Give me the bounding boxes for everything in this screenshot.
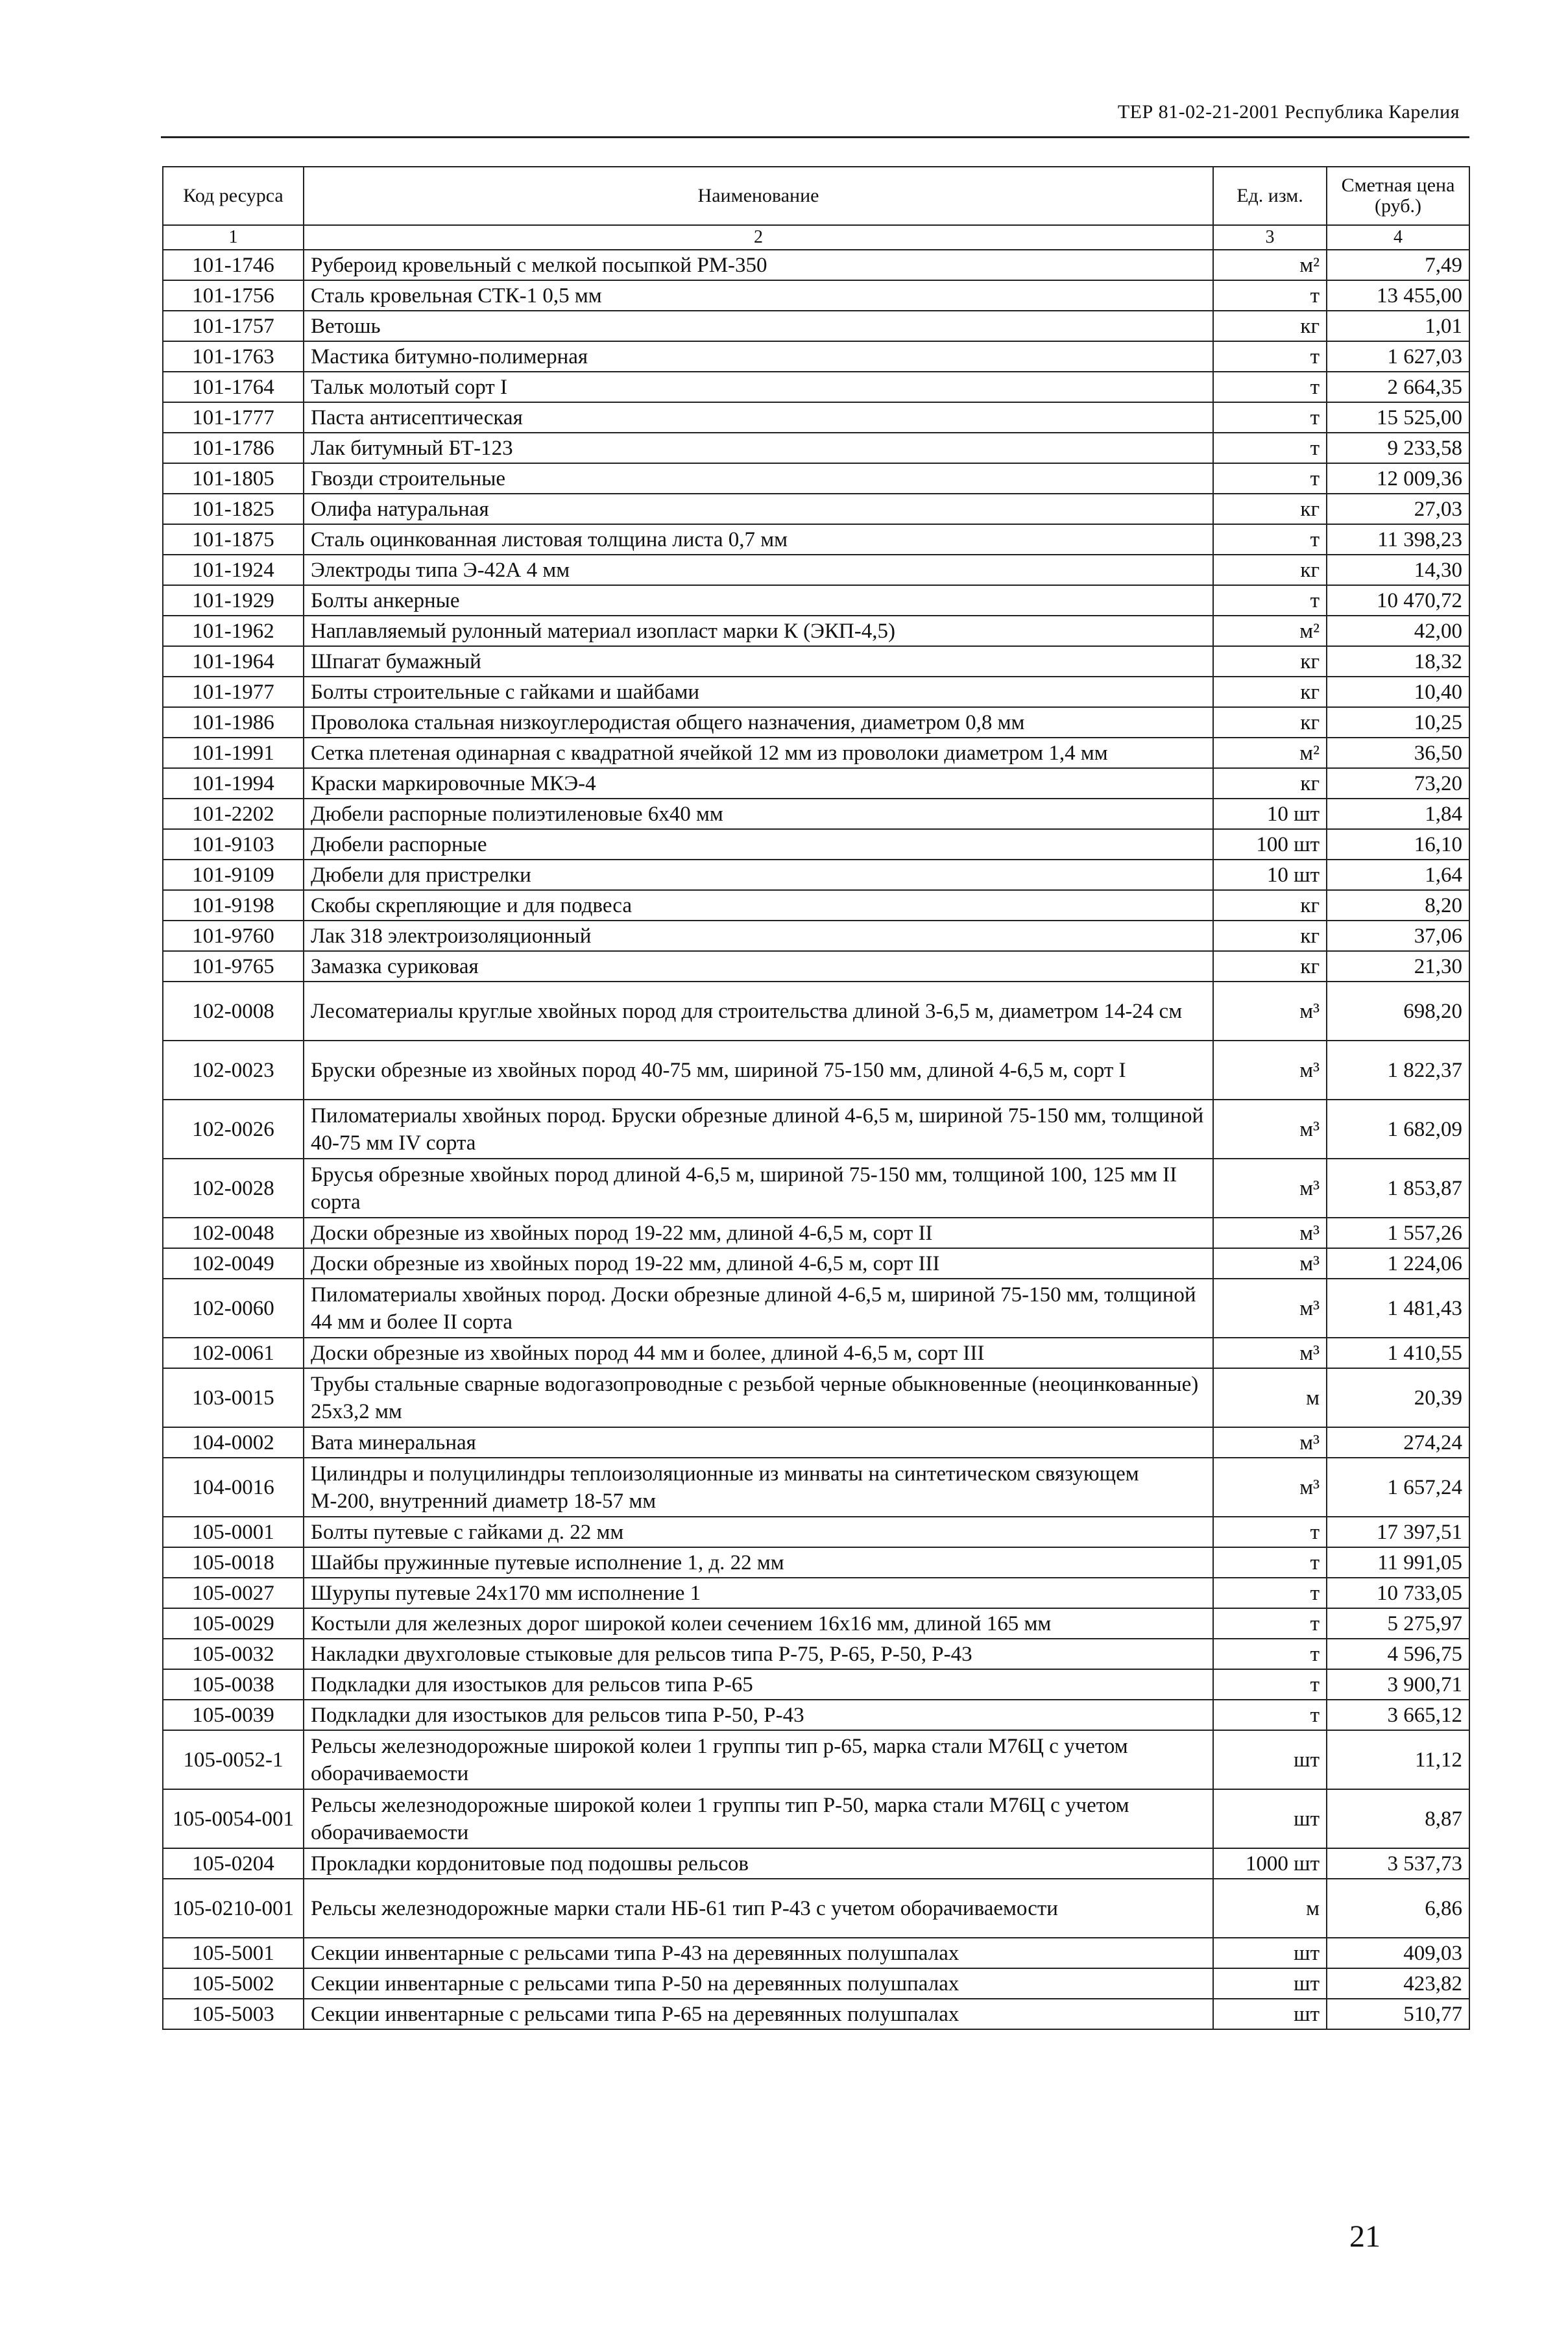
resource-name-cell: Подкладки для изостыков для рельсов типа Р-65 (304, 1669, 1213, 1700)
column-header-unit: Ед. изм. (1213, 167, 1327, 225)
unit-cell: т (1213, 433, 1327, 463)
resource-code-cell: 101-1825 (163, 494, 304, 524)
resource-name-cell: Сталь кровельная СТК-1 0,5 мм (304, 280, 1213, 311)
unit-cell: кг (1213, 768, 1327, 799)
price-cell: 1 682,09 (1327, 1100, 1469, 1159)
resource-code-cell: 102-0060 (163, 1279, 304, 1338)
resource-code-cell: 103-0015 (163, 1368, 304, 1427)
unit-cell: 10 шт (1213, 860, 1327, 890)
price-cell: 21,30 (1327, 951, 1469, 982)
resource-code-cell: 105-0018 (163, 1547, 304, 1578)
unit-cell: кг (1213, 921, 1327, 951)
table-row (163, 1999, 1469, 2029)
table-row (163, 1041, 1469, 1100)
resource-name-cell: Проволока стальная низкоуглеродистая общего назначения, диаметром 0,8 мм (304, 707, 1213, 738)
unit-cell: т (1213, 402, 1327, 433)
price-cell: 9 233,58 (1327, 433, 1469, 463)
column-number-row (163, 225, 1469, 250)
unit-cell: м³ (1213, 1248, 1327, 1279)
column-number: 2 (304, 225, 1213, 250)
unit-cell: м³ (1213, 1279, 1327, 1338)
table-row (163, 1458, 1469, 1517)
price-cell: 1,01 (1327, 311, 1469, 341)
resource-code-cell: 105-0027 (163, 1578, 304, 1608)
price-cell: 5 275,97 (1327, 1608, 1469, 1639)
unit-cell: т (1213, 1669, 1327, 1700)
resource-name-cell: Рельсы железнодорожные марки стали НБ-61 тип Р-43 с учетом оборачиваемости (304, 1879, 1213, 1938)
price-cell: 2 664,35 (1327, 372, 1469, 402)
price-cell: 3 665,12 (1327, 1700, 1469, 1730)
table-row (163, 585, 1469, 616)
unit-cell: 1000 шт (1213, 1848, 1327, 1879)
resource-code-cell: 105-0054-001 (163, 1789, 304, 1848)
resource-code-cell: 101-1977 (163, 677, 304, 707)
price-cell: 27,03 (1327, 494, 1469, 524)
resource-name-cell: Рельсы железнодорожные широкой колеи 1 группы тип р-65, марка стали М76Ц с учетом оборачиваемости (304, 1730, 1213, 1789)
resource-price-table (162, 166, 1470, 2030)
table-row (163, 1938, 1469, 1968)
unit-cell: т (1213, 1578, 1327, 1608)
resource-name-cell: Краски маркировочные МКЭ-4 (304, 768, 1213, 799)
resource-code-cell: 101-9765 (163, 951, 304, 982)
table-row (163, 1368, 1469, 1427)
table-row (163, 1700, 1469, 1730)
resource-name-cell: Тальк молотый сорт I (304, 372, 1213, 402)
resource-code-cell: 104-0002 (163, 1427, 304, 1458)
unit-cell: шт (1213, 1730, 1327, 1789)
resource-code-cell: 105-5001 (163, 1938, 304, 1968)
price-cell: 3 900,71 (1327, 1669, 1469, 1700)
resource-code-cell: 102-0061 (163, 1338, 304, 1368)
column-header-code: Код ресурса (163, 167, 304, 225)
table-row (163, 463, 1469, 494)
price-cell: 409,03 (1327, 1938, 1469, 1968)
resource-code-cell: 105-0038 (163, 1669, 304, 1700)
resource-name-cell: Болты анкерные (304, 585, 1213, 616)
unit-cell: кг (1213, 311, 1327, 341)
unit-cell: м³ (1213, 1338, 1327, 1368)
price-cell: 1 410,55 (1327, 1338, 1469, 1368)
price-cell: 18,32 (1327, 646, 1469, 677)
price-cell: 42,00 (1327, 616, 1469, 646)
unit-cell: т (1213, 585, 1327, 616)
resource-code-cell: 102-0049 (163, 1248, 304, 1279)
resource-name-cell: Шпагат бумажный (304, 646, 1213, 677)
unit-cell: м (1213, 1879, 1327, 1938)
price-cell: 11 991,05 (1327, 1547, 1469, 1578)
price-cell: 10,25 (1327, 707, 1469, 738)
resource-code-cell: 101-9198 (163, 890, 304, 921)
document-header: ТЕР 81-02-21-2001 Республика Карелия (1117, 101, 1460, 123)
table-row (163, 524, 1469, 555)
resource-code-cell: 101-9103 (163, 829, 304, 860)
resource-code-cell: 101-1764 (163, 372, 304, 402)
table-row (163, 1159, 1469, 1218)
table-row (163, 890, 1469, 921)
table-row (163, 1669, 1469, 1700)
table-row (163, 1248, 1469, 1279)
unit-cell: кг (1213, 677, 1327, 707)
table-row (163, 433, 1469, 463)
table-row (163, 799, 1469, 829)
resource-name-cell: Болты строительные с гайками и шайбами (304, 677, 1213, 707)
price-cell: 13 455,00 (1327, 280, 1469, 311)
resource-name-cell: Секции инвентарные с рельсами типа Р-65 на деревянных полушпалах (304, 1999, 1213, 2029)
page-number: 21 (1349, 2219, 1381, 2254)
table-row (163, 311, 1469, 341)
unit-cell: т (1213, 1517, 1327, 1547)
unit-cell: кг (1213, 555, 1327, 585)
resource-name-cell: Бруски обрезные из хвойных пород 40-75 мм, шириной 75-150 мм, длиной 4-6,5 м, сорт I (304, 1041, 1213, 1100)
price-cell: 1 822,37 (1327, 1041, 1469, 1100)
table-row (163, 1879, 1469, 1938)
unit-cell: м³ (1213, 1427, 1327, 1458)
resource-name-cell: Пиломатериалы хвойных пород. Доски обрезные длиной 4-6,5 м, шириной 75-150 мм, толщиной 44 мм и более II сорта (304, 1279, 1213, 1338)
table-row (163, 1100, 1469, 1159)
price-cell: 10 733,05 (1327, 1578, 1469, 1608)
unit-cell: м³ (1213, 1218, 1327, 1248)
price-cell: 1 481,43 (1327, 1279, 1469, 1338)
resource-name-cell: Олифа натуральная (304, 494, 1213, 524)
resource-name-cell: Электроды типа Э-42А 4 мм (304, 555, 1213, 585)
header-rule (161, 136, 1469, 138)
unit-cell: м³ (1213, 1458, 1327, 1517)
resource-code-cell: 101-9760 (163, 921, 304, 951)
price-cell: 510,77 (1327, 1999, 1469, 2029)
resource-name-cell: Наплавляемый рулонный материал изопласт марки К (ЭКП-4,5) (304, 616, 1213, 646)
resource-code-cell: 102-0008 (163, 982, 304, 1041)
price-cell: 20,39 (1327, 1368, 1469, 1427)
price-cell: 16,10 (1327, 829, 1469, 860)
price-cell: 36,50 (1327, 738, 1469, 768)
unit-cell: т (1213, 1700, 1327, 1730)
unit-cell: м (1213, 1368, 1327, 1427)
unit-cell: 100 шт (1213, 829, 1327, 860)
table-row (163, 280, 1469, 311)
unit-cell: т (1213, 1639, 1327, 1669)
price-cell: 73,20 (1327, 768, 1469, 799)
table-row (163, 1427, 1469, 1458)
price-cell: 1 627,03 (1327, 341, 1469, 372)
resource-name-cell: Доски обрезные из хвойных пород 19-22 мм, длиной 4-6,5 м, сорт II (304, 1218, 1213, 1248)
resource-code-cell: 101-2202 (163, 799, 304, 829)
resource-code-cell: 101-1986 (163, 707, 304, 738)
table-row (163, 402, 1469, 433)
price-cell: 1 853,87 (1327, 1159, 1469, 1218)
resource-code-cell: 102-0048 (163, 1218, 304, 1248)
unit-cell: шт (1213, 1789, 1327, 1848)
price-cell: 1 224,06 (1327, 1248, 1469, 1279)
resource-code-cell: 101-1777 (163, 402, 304, 433)
resource-name-cell: Мастика битумно-полимерная (304, 341, 1213, 372)
table-row (163, 860, 1469, 890)
resource-name-cell: Брусья обрезные хвойных пород длиной 4-6,5 м, шириной 75-150 мм, толщиной 100, 125 мм II сорта (304, 1159, 1213, 1218)
resource-name-cell: Шурупы путевые 24х170 мм исполнение 1 (304, 1578, 1213, 1608)
resource-name-cell: Лак битумный БТ-123 (304, 433, 1213, 463)
table-row (163, 707, 1469, 738)
resource-name-cell: Паста антисептическая (304, 402, 1213, 433)
unit-cell: т (1213, 280, 1327, 311)
resource-name-cell: Сетка плетеная одинарная с квадратной ячейкой 12 мм из проволоки диаметром 1,4 мм (304, 738, 1213, 768)
unit-cell: м² (1213, 250, 1327, 280)
column-number: 1 (163, 225, 304, 250)
price-cell: 14,30 (1327, 555, 1469, 585)
price-cell: 7,49 (1327, 250, 1469, 280)
table-row (163, 1578, 1469, 1608)
resource-code-cell: 105-5002 (163, 1968, 304, 1999)
price-cell: 1,84 (1327, 799, 1469, 829)
table-row (163, 616, 1469, 646)
resource-code-cell: 101-1875 (163, 524, 304, 555)
unit-cell: т (1213, 372, 1327, 402)
price-cell: 423,82 (1327, 1968, 1469, 1999)
price-cell: 11 398,23 (1327, 524, 1469, 555)
resource-name-cell: Доски обрезные из хвойных пород 44 мм и более, длиной 4-6,5 м, сорт III (304, 1338, 1213, 1368)
price-cell: 10,40 (1327, 677, 1469, 707)
table-row (163, 1608, 1469, 1639)
table-row (163, 1639, 1469, 1669)
unit-cell: м² (1213, 738, 1327, 768)
unit-cell: м³ (1213, 1100, 1327, 1159)
unit-cell: м³ (1213, 1159, 1327, 1218)
resource-name-cell: Дюбели распорные полиэтиленовые 6х40 мм (304, 799, 1213, 829)
unit-cell: шт (1213, 1938, 1327, 1968)
resource-code-cell: 101-9109 (163, 860, 304, 890)
price-cell: 8,20 (1327, 890, 1469, 921)
resource-code-cell: 105-0052-1 (163, 1730, 304, 1789)
resource-code-cell: 102-0028 (163, 1159, 304, 1218)
resource-name-cell: Секции инвентарные с рельсами типа Р-50 на деревянных полушпалах (304, 1968, 1213, 1999)
price-cell: 1 657,24 (1327, 1458, 1469, 1517)
price-cell: 10 470,72 (1327, 585, 1469, 616)
resource-name-cell: Вата минеральная (304, 1427, 1213, 1458)
resource-code-cell: 101-1756 (163, 280, 304, 311)
table-row (163, 738, 1469, 768)
unit-cell: м² (1213, 616, 1327, 646)
price-cell: 4 596,75 (1327, 1639, 1469, 1669)
resource-name-cell: Лак 318 электроизоляционный (304, 921, 1213, 951)
price-cell: 8,87 (1327, 1789, 1469, 1848)
unit-cell: 10 шт (1213, 799, 1327, 829)
unit-cell: кг (1213, 890, 1327, 921)
resource-code-cell: 101-1763 (163, 341, 304, 372)
resource-name-cell: Болты путевые с гайками д. 22 мм (304, 1517, 1213, 1547)
price-cell: 1,64 (1327, 860, 1469, 890)
resource-name-cell: Костыли для железных дорог широкой колеи сечением 16х16 мм, длиной 165 мм (304, 1608, 1213, 1639)
resource-code-cell: 105-0039 (163, 1700, 304, 1730)
table-row (163, 1730, 1469, 1789)
resource-code-cell: 101-1964 (163, 646, 304, 677)
price-cell: 17 397,51 (1327, 1517, 1469, 1547)
resource-name-cell: Скобы скрепляющие и для подвеса (304, 890, 1213, 921)
price-cell: 37,06 (1327, 921, 1469, 951)
unit-cell: кг (1213, 951, 1327, 982)
table-row (163, 1789, 1469, 1848)
table-row (163, 1218, 1469, 1248)
table-row (163, 921, 1469, 951)
resource-code-cell: 101-1929 (163, 585, 304, 616)
table-row (163, 1517, 1469, 1547)
resource-name-cell: Сталь оцинкованная листовая толщина листа 0,7 мм (304, 524, 1213, 555)
resource-name-cell: Замазка суриковая (304, 951, 1213, 982)
table-row (163, 1968, 1469, 1999)
resource-name-cell: Трубы стальные сварные водогазопроводные с резьбой черные обыкновенные (неоцинкованные) 25х3,2 мм (304, 1368, 1213, 1427)
resource-name-cell: Цилиндры и полуцилиндры теплоизоляционные из минваты на синтетическом связующем М-200, внутренний диаметр 18-57 мм (304, 1458, 1213, 1517)
resource-code-cell: 101-1746 (163, 250, 304, 280)
resource-name-cell: Дюбели для пристрелки (304, 860, 1213, 890)
column-number: 3 (1213, 225, 1327, 250)
resource-code-cell: 101-1962 (163, 616, 304, 646)
resource-code-cell: 105-5003 (163, 1999, 304, 2029)
unit-cell: кг (1213, 646, 1327, 677)
resource-name-cell: Подкладки для изостыков для рельсов типа Р-50, Р-43 (304, 1700, 1213, 1730)
price-cell: 274,24 (1327, 1427, 1469, 1458)
resource-code-cell: 102-0023 (163, 1041, 304, 1100)
table-row (163, 1338, 1469, 1368)
price-cell: 1 557,26 (1327, 1218, 1469, 1248)
table-row (163, 494, 1469, 524)
unit-cell: м³ (1213, 1041, 1327, 1100)
table-row (163, 1547, 1469, 1578)
resource-name-cell: Доски обрезные из хвойных пород 19-22 мм, длиной 4-6,5 м, сорт III (304, 1248, 1213, 1279)
column-number: 4 (1327, 225, 1469, 250)
resource-name-cell: Накладки двухголовые стыковые для рельсов типа Р-75, Р-65, Р-50, Р-43 (304, 1639, 1213, 1669)
resource-name-cell: Секции инвентарные с рельсами типа Р-43 на деревянных полушпалах (304, 1938, 1213, 1968)
resource-name-cell: Шайбы пружинные путевые исполнение 1, д. 22 мм (304, 1547, 1213, 1578)
unit-cell: шт (1213, 1968, 1327, 1999)
table-row (163, 1848, 1469, 1879)
resource-code-cell: 101-1805 (163, 463, 304, 494)
resource-name-cell: Гвозди строительные (304, 463, 1213, 494)
resource-name-cell: Лесоматериалы круглые хвойных пород для строительства длиной 3-6,5 м, диаметром 14-24 см (304, 982, 1213, 1041)
price-cell: 6,86 (1327, 1879, 1469, 1938)
table-row (163, 677, 1469, 707)
resource-name-cell: Прокладки кордонитовые под подошвы рельсов (304, 1848, 1213, 1879)
table-row (163, 555, 1469, 585)
resource-code-cell: 105-0210-001 (163, 1879, 304, 1938)
resource-code-cell: 101-1991 (163, 738, 304, 768)
resource-name-cell: Рельсы железнодорожные широкой колеи 1 группы тип Р-50, марка стали М76Ц с учетом оборачиваемости (304, 1789, 1213, 1848)
table-row (163, 341, 1469, 372)
resource-code-cell: 105-0001 (163, 1517, 304, 1547)
resource-name-cell: Дюбели распорные (304, 829, 1213, 860)
unit-cell: т (1213, 463, 1327, 494)
resource-code-cell: 105-0204 (163, 1848, 304, 1879)
price-cell: 12 009,36 (1327, 463, 1469, 494)
table-row (163, 250, 1469, 280)
table-row (163, 982, 1469, 1041)
price-cell: 698,20 (1327, 982, 1469, 1041)
resource-code-cell: 101-1786 (163, 433, 304, 463)
price-cell: 11,12 (1327, 1730, 1469, 1789)
column-header-price: Сметная цена (руб.) (1327, 167, 1469, 225)
resource-name-cell: Ветошь (304, 311, 1213, 341)
resource-code-cell: 101-1994 (163, 768, 304, 799)
unit-cell: т (1213, 524, 1327, 555)
unit-cell: кг (1213, 707, 1327, 738)
resource-code-cell: 101-1924 (163, 555, 304, 585)
resource-code-cell: 101-1757 (163, 311, 304, 341)
unit-cell: м³ (1213, 982, 1327, 1041)
unit-cell: т (1213, 341, 1327, 372)
table-row (163, 372, 1469, 402)
table-row (163, 1279, 1469, 1338)
table-row (163, 646, 1469, 677)
resource-name-cell: Рубероид кровельный с мелкой посыпкой РМ-350 (304, 250, 1213, 280)
table-row (163, 829, 1469, 860)
price-cell: 3 537,73 (1327, 1848, 1469, 1879)
price-cell: 15 525,00 (1327, 402, 1469, 433)
unit-cell: т (1213, 1608, 1327, 1639)
resource-code-cell: 105-0032 (163, 1639, 304, 1669)
resource-code-cell: 102-0026 (163, 1100, 304, 1159)
unit-cell: кг (1213, 494, 1327, 524)
table-header-row (163, 167, 1469, 225)
unit-cell: шт (1213, 1999, 1327, 2029)
table-row (163, 768, 1469, 799)
resource-name-cell: Пиломатериалы хвойных пород. Бруски обрезные длиной 4-6,5 м, шириной 75-150 мм, толщиной 40-75 мм IV сорта (304, 1100, 1213, 1159)
resource-code-cell: 105-0029 (163, 1608, 304, 1639)
unit-cell: т (1213, 1547, 1327, 1578)
column-header-name: Наименование (304, 167, 1213, 225)
table-row (163, 951, 1469, 982)
resource-code-cell: 104-0016 (163, 1458, 304, 1517)
